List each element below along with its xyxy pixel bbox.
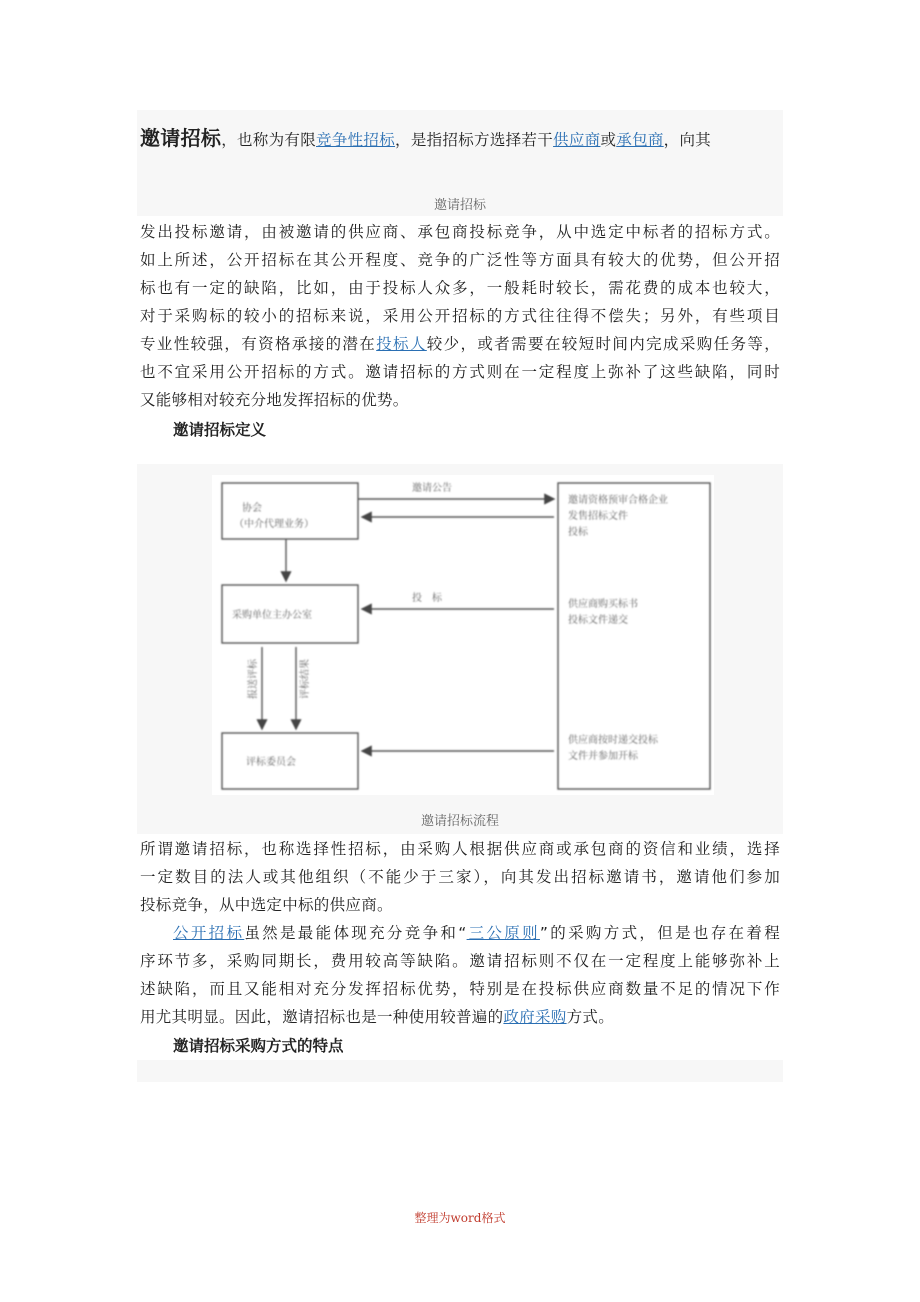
link-open-bidding[interactable]: 公开招标 xyxy=(173,924,245,942)
link-supplier[interactable]: 供应商 xyxy=(553,131,601,149)
para3-line-2: 序环节多，采购同期长，费用较高等缺陷。邀请招标则不仅在一定程度上能够弥补上 xyxy=(140,952,780,970)
para3-line-4-pre: 用尤其明显。因此，邀请招标也是一种使用较普遍的 xyxy=(140,1008,504,1026)
para1-line-5-post: 较少，或者需要在较短时间内完成采购任务等， xyxy=(426,335,780,353)
process-flowchart xyxy=(212,475,714,795)
svg-text:评标委员会: 评标委员会 xyxy=(246,757,296,768)
svg-text:发售招标文件: 发售招标文件 xyxy=(568,511,628,522)
intro-text-1: ，也称为有限 xyxy=(221,131,317,149)
link-three-principles[interactable]: 三公原则 xyxy=(466,924,540,942)
svg-text:（中介代理业务）: （中介代理业务） xyxy=(234,519,314,530)
svg-text:协会: 协会 xyxy=(242,503,262,514)
para3-line-1-text-2: ”的采购方式，但是也存在着程 xyxy=(539,924,781,942)
intro-text-3: 或 xyxy=(600,131,617,149)
term-title: 邀请招标 xyxy=(140,126,222,150)
para3-line-1 xyxy=(173,923,780,943)
svg-text:报送评标: 报送评标 xyxy=(248,659,259,699)
svg-text:供应商按时递交投标: 供应商按时递交投标 xyxy=(568,735,658,746)
para1-line-3: 标也有一定的缺陷，比如，由于投标人众多，一般耗时较长，需花费的成本也较大， xyxy=(140,279,780,297)
para3-line-3: 述缺陷，而且又能相对充分发挥招标优势，特别是在投标供应商数量不足的情况下作 xyxy=(140,980,780,998)
svg-text:评标结果: 评标结果 xyxy=(300,659,311,699)
svg-text:文件并参加开标: 文件并参加开标 xyxy=(568,751,638,762)
para1-line-5 xyxy=(140,334,780,354)
svg-text:邀请资格预审合格企业: 邀请资格预审合格企业 xyxy=(568,495,668,506)
svg-text:邀请公告: 邀请公告 xyxy=(412,483,452,494)
image-caption-1: 邀请招标 xyxy=(433,198,486,213)
para3-line-4 xyxy=(140,1007,780,1027)
image-caption-2: 邀请招标流程 xyxy=(420,814,499,829)
svg-text:投标: 投标 xyxy=(568,527,588,538)
para2-line-3: 投标竞争，从中选定中标的供应商。 xyxy=(140,896,393,914)
bottom-band xyxy=(137,1060,783,1082)
link-bidder[interactable]: 投标人 xyxy=(376,335,427,353)
svg-text:供应商购买标书: 供应商购买标书 xyxy=(568,599,638,610)
para1-line-7: 又能够相对较充分地发挥招标的优势。 xyxy=(140,391,409,409)
intro-text-4: ，向其 xyxy=(663,131,712,149)
para1-line-4: 对于采购标的较小的招标来说，采用公开招标的方式往往得不偿失；另外，有些项目 xyxy=(140,307,780,325)
svg-text:采购单位主办公室: 采购单位主办公室 xyxy=(232,610,312,621)
heading-definition: 邀请招标定义 xyxy=(173,421,267,439)
para1-line-5-pre: 专业性较强，有资格承接的潜在 xyxy=(140,335,377,353)
intro-line xyxy=(140,126,780,152)
link-contractor[interactable]: 承包商 xyxy=(616,131,664,149)
para3-line-4-post: 方式。 xyxy=(566,1008,615,1026)
link-competitive-bidding[interactable]: 竞争性招标 xyxy=(316,131,396,149)
intro-text-2: ，是指招标方选择若干 xyxy=(395,131,554,149)
svg-text:投 标: 投 标 xyxy=(412,593,442,604)
para2-line-1: 所谓邀请招标，也称选择性招标，由采购人根据供应商或承包商的资信和业绩，选择 xyxy=(140,840,780,858)
para2-line-2: 一定数目的法人或其他组织（不能少于三家），向其发出招标邀请书，邀请他们参加 xyxy=(140,868,780,886)
link-government-procurement[interactable]: 政府采购 xyxy=(503,1008,567,1026)
para1-line-6: 也不宜采用公开招标的方式。邀请招标的方式则在一定程度上弥补了这些缺陷，同时 xyxy=(140,363,780,381)
svg-text:投标文件递交: 投标文件递交 xyxy=(568,615,628,626)
para3-line-1-text-1: 虽然是最能体现充分竞争和“ xyxy=(244,924,467,942)
para1-line-1: 发出投标邀请，由被邀请的供应商、承包商投标竞争，从中选定中标者的招标方式。 xyxy=(140,223,780,241)
page-footer: 整理为word格式 xyxy=(414,1211,506,1225)
heading-features: 邀请招标采购方式的特点 xyxy=(173,1037,344,1055)
para1-line-2: 如上所述，公开招标在其公开程度、竞争的广泛性等方面具有较大的优势，但公开招 xyxy=(140,251,780,269)
